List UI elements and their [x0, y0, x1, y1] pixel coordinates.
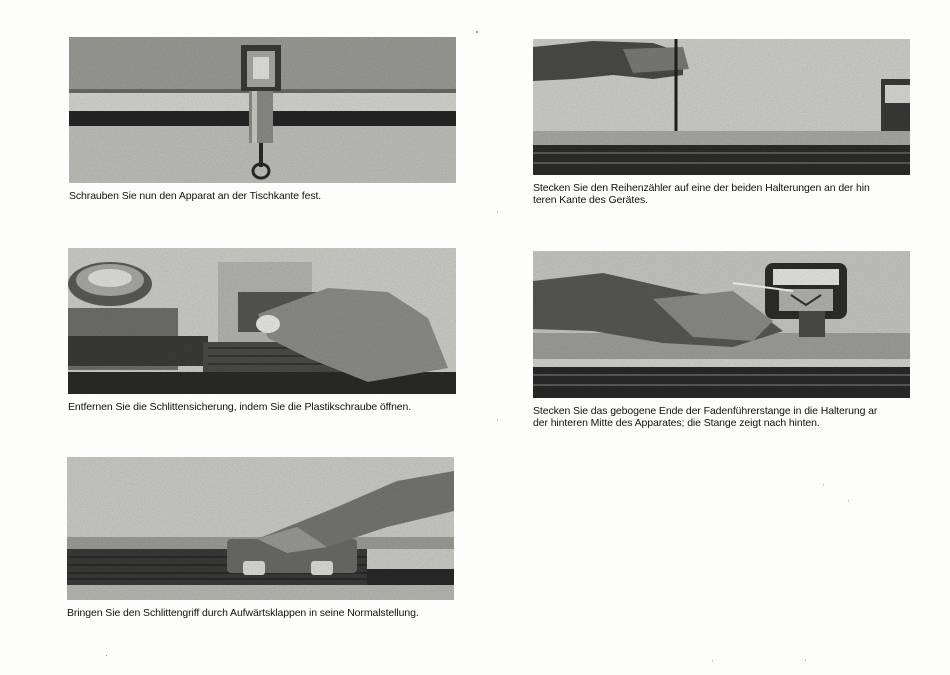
step-4-caption [533, 405, 916, 429]
caption-line: Schrauben Sie nun den Apparat an der Tischkante fest. [69, 190, 322, 202]
step-4-photo [533, 251, 910, 398]
scan-speck [497, 212, 498, 213]
step-3-photo [68, 248, 456, 394]
scan-speck [848, 500, 849, 501]
step-5-photo [67, 457, 454, 600]
scan-speck [497, 420, 498, 421]
step-3-caption [68, 401, 463, 413]
scan-speck [712, 660, 713, 661]
caption-line: Bringen Sie den Schlittengriff durch Aufwärtsklappen in seine Normalstellung. [67, 607, 419, 619]
scan-speck [823, 484, 824, 485]
step-2-photo [533, 39, 910, 175]
step-5-caption [67, 607, 462, 619]
scan-speck [106, 655, 107, 656]
caption-line: Stecken Sie das gebogene Ende der Fadenführerstange in die Halterung ar [533, 405, 878, 417]
caption-line: Stecken Sie den Reihenzähler auf eine der beiden Halterungen an der hin [533, 182, 870, 194]
step-1-caption [69, 190, 459, 202]
scan-speck [476, 31, 478, 33]
step-1-photo [69, 37, 456, 183]
caption-line: teren Kante des Gerätes. [533, 194, 648, 206]
step-2-caption [533, 182, 913, 206]
caption-line: der hinteren Mitte des Apparates; die Stange zeigt nach hinten. [533, 417, 820, 429]
scan-speck [805, 660, 806, 661]
caption-line: Entfernen Sie die Schlittensicherung, indem Sie die Plastikschraube öffnen. [68, 401, 412, 413]
